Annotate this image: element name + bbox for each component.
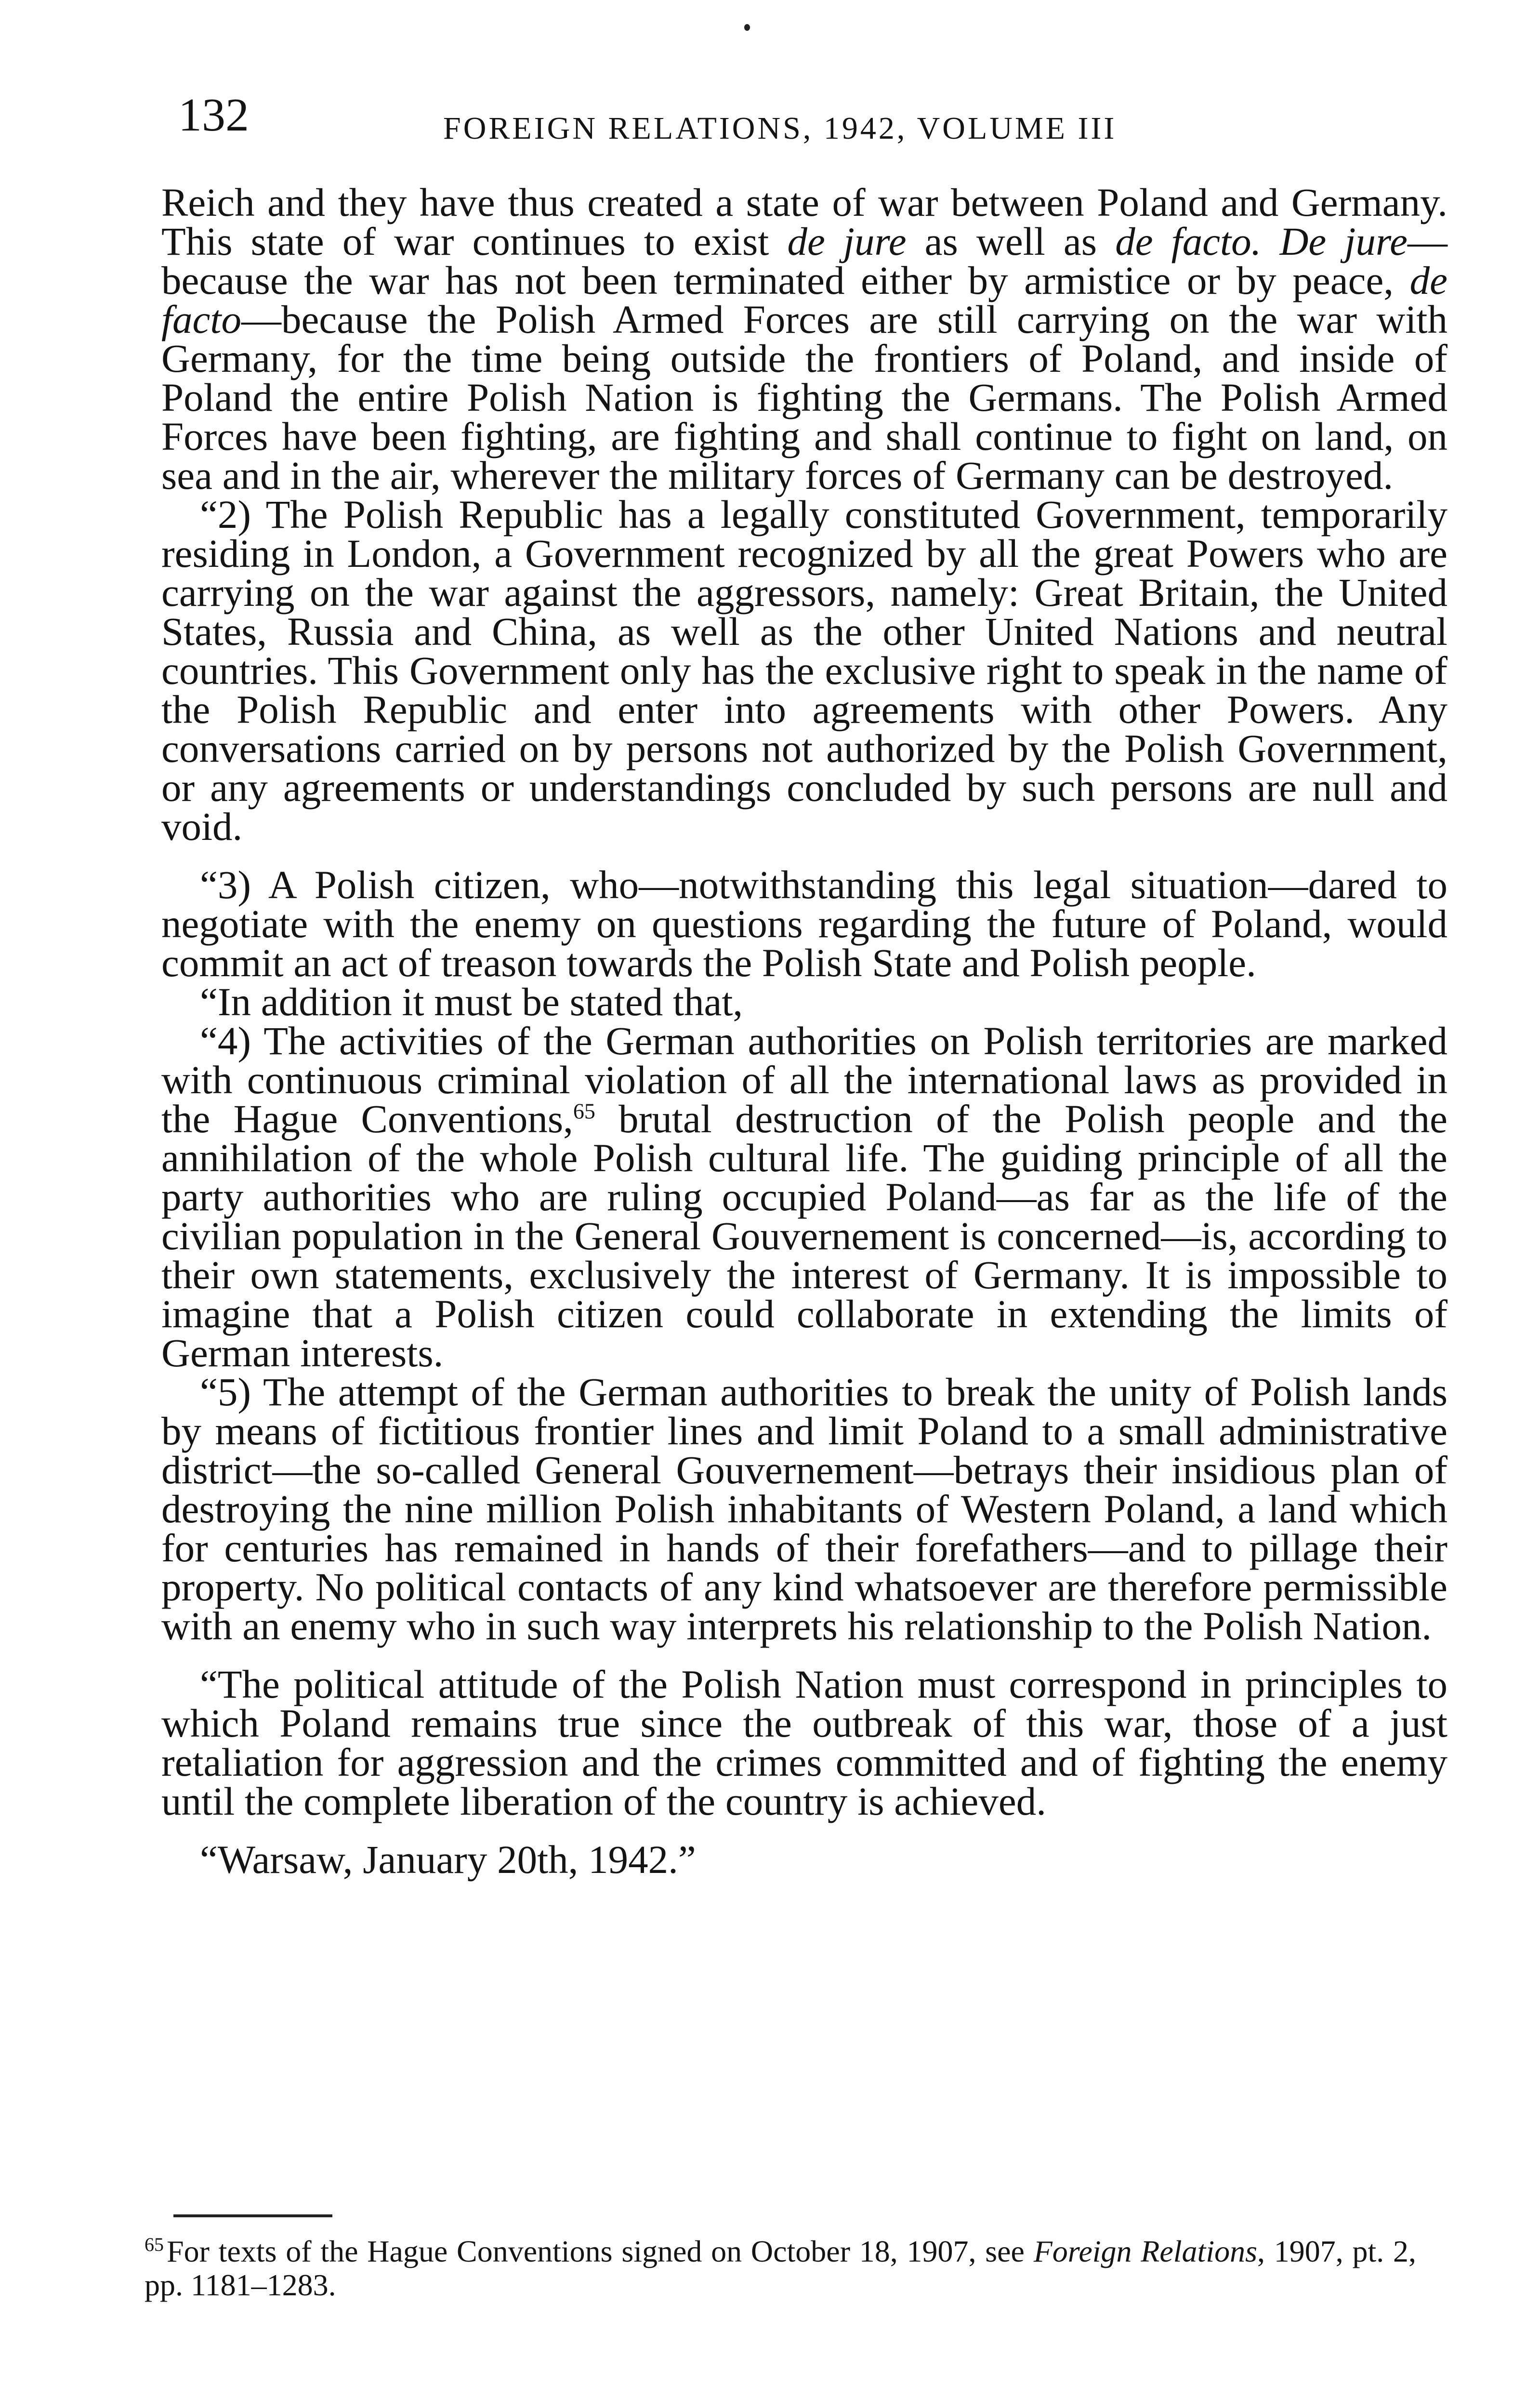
text-run: —because the Polish Armed Forces are still carrying on the war with Germany, for the time being outside the frontiers of Poland, and inside of Poland the entire Polish Nation is fighting the Germans. The Polish Armed Forces have been fighting, are fighting and shall continue to fight on land, on sea and in the air, wherever the military forces of Germany can be destroyed. xyxy=(161,297,1447,497)
italic-text: Foreign Relations xyxy=(1033,2234,1258,2268)
running-title: FOREIGN RELATIONS, 1942, VOLUME III xyxy=(443,111,1117,146)
italic-text: de jure xyxy=(787,219,907,263)
italic-text: de facto. De jure xyxy=(1115,219,1408,263)
text-run: “In addition it must be stated that, xyxy=(200,980,743,1024)
text-run: “2) The Polish Republic has a legally constituted Government, temporarily residing in London, a Government recognized by all the great Powers who are carrying on the war against the aggressors, namely: Great Britain, the United States, Russia and China, as well as the other United Nations and neutral countries. This Government only has the exclusive right to speak in the name of the Polish Republic and enter into agreements with other Powers. Any conversations carried on by persons not authorized by the Polish Government, or any agreements or understandings concluded by such persons are null and void. xyxy=(161,492,1447,849)
paragraph-point-4 xyxy=(161,1021,1447,1373)
paragraph-point-2 xyxy=(161,492,1447,849)
text-run: as well as xyxy=(906,219,1116,263)
paragraph-addition xyxy=(161,980,1447,1024)
text-run: “5) The attempt of the German authorities to break the unity of Polish lands by means of fictitious frontier lines and limit Poland to a small administrative district—the so-called General Gouvernement—betrays their insidious plan of destroying the nine million Polish inhabitants of Western Poland, a land which for centuries has remained in hands of their forefathers—and to pillage their property. No political contacts of any kind whatsoever are therefore permissible with an enemy who in such way interprets his relationship to the Polish Nation. xyxy=(161,1370,1447,1648)
page-number: 132 xyxy=(178,89,249,141)
italic-text: de facto xyxy=(161,258,1447,341)
text-run: “The political attitude of the Polish Nation must correspond in principles to which Poland remains true since the outbreak of this war, those of a just retaliation for aggression and the crimes committed and of fighting the enemy until the complete liberation of the country is achieved. xyxy=(161,1662,1447,1823)
text-run: “4) The activities of the German authorities on Polish territories are marked with continuous criminal violation of all the international laws as provided in the Hague Conventions, xyxy=(161,1019,1447,1141)
footnote-rule xyxy=(173,2214,332,2217)
paragraph-point-3 xyxy=(161,863,1447,985)
text-run: , 1907, pt. 2, pp. 1181–1283. xyxy=(145,2234,1417,2302)
text-run: “Warsaw, January 20th, 1942.” xyxy=(200,1837,696,1882)
text-run: brutal destruction of the Polish people and the annihilation of the whole Polish cultural life. The guiding principle of all the party authorities who are ruling occupied Poland—as far as the life of the civilian population in the General Gouvernement is concerned—is, according to their own statements, exclusively the interest of Germany. It is impossible to imagine that a Polish citizen could collaborate in extending the limits of German interests. xyxy=(161,1097,1448,1375)
text-run: For texts of the Hague Conventions signed on October 18, 1907, see xyxy=(167,2234,1034,2268)
footnote-mark: 65 xyxy=(145,2233,164,2255)
speck-mark xyxy=(744,24,750,31)
text-run: —because the war has not been terminated either by armistice or by peace, xyxy=(161,219,1448,302)
text-run: Reich and they have thus created a state of war between Poland and Germany. This state of war continues to exist xyxy=(161,180,1447,263)
paragraph-date-line xyxy=(161,1837,1447,1882)
paragraph-continuation xyxy=(161,180,1448,497)
body-text xyxy=(161,180,1448,1882)
page-header xyxy=(178,89,1440,159)
footnote-reference: 65 xyxy=(573,1099,595,1124)
paragraph-political-attitude xyxy=(161,1662,1447,1823)
paragraph-point-5 xyxy=(161,1370,1447,1648)
text-run: “3) A Polish citizen, who—notwithstanding this legal situation—dared to negotiate with the enemy on questions regarding the future of Poland, would commit an act of treason towards the Polish State and Polish people. xyxy=(161,863,1447,985)
footnote xyxy=(145,2235,1416,2302)
footnote-text xyxy=(145,2234,1416,2302)
